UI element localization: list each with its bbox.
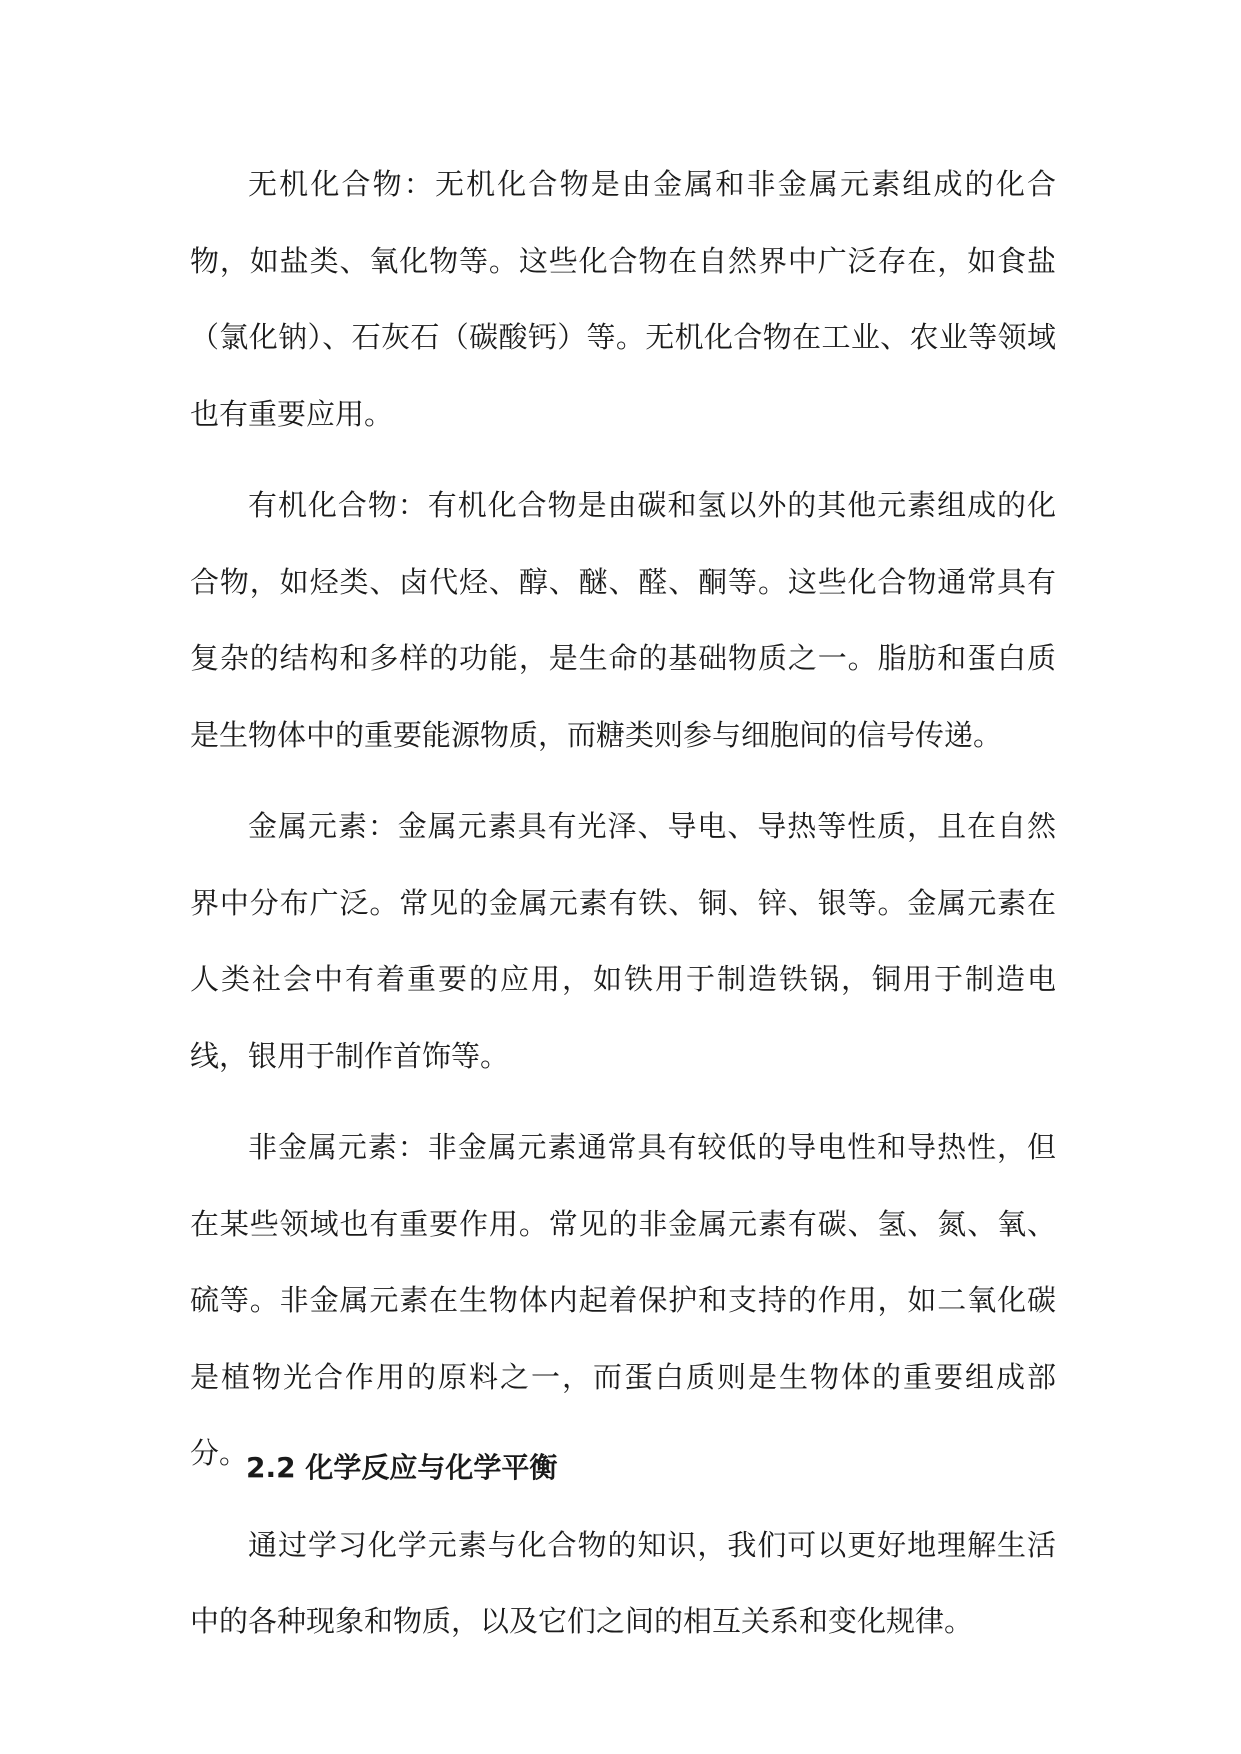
paragraph-inorganic-compounds: 无机化合物：无机化合物是由金属和非金属元素组成的化合物，如盐类、氧化物等。这些化合物在自然界中广泛存在，如食盐（氯化钠）、石灰石（碳酸钙）等。无机化合物在工业、农业等领域也有重要应用。	[190, 167, 1056, 431]
paragraph-summary: 通过学习化学元素与化合物的知识，我们可以更好地理解生活中的各种现象和物质，以及它们之间的相互关系和变化规律。	[190, 1527, 1056, 1638]
section-heading: 2.2 化学反应与化学平衡	[246, 1451, 558, 1484]
document-body	[190, 146, 1056, 1675]
paragraph-organic-compounds: 有机化合物：有机化合物是由碳和氢以外的其他元素组成的化合物，如烃类、卤代烃、醇、醚、醛、酮等。这些化合物通常具有复杂的结构和多样的功能，是生命的基础物质之一。脂肪和蛋白质是生物体中的重要能源物质，而糖类则参与细胞间的信号传递。	[190, 488, 1056, 752]
paragraph-metal-elements: 金属元素：金属元素具有光泽、导电、导热等性质，且在自然界中分布广泛。常见的金属元素有铁、铜、锌、银等。金属元素在人类社会中有着重要的应用，如铁用于制造铁锅，铜用于制造电线，银用于制作首饰等。	[190, 809, 1056, 1073]
paragraph-nonmetal-elements: 非金属元素：非金属元素通常具有较低的导电性和导热性，但在某些领域也有重要作用。常见的非金属元素有碳、氢、氮、氧、硫等。非金属元素在生物体内起着保护和支持的作用，如二氧化碳是植物光合作用的原料之一，而蛋白质则是生物体的重要组成部分。	[190, 1130, 1056, 1470]
